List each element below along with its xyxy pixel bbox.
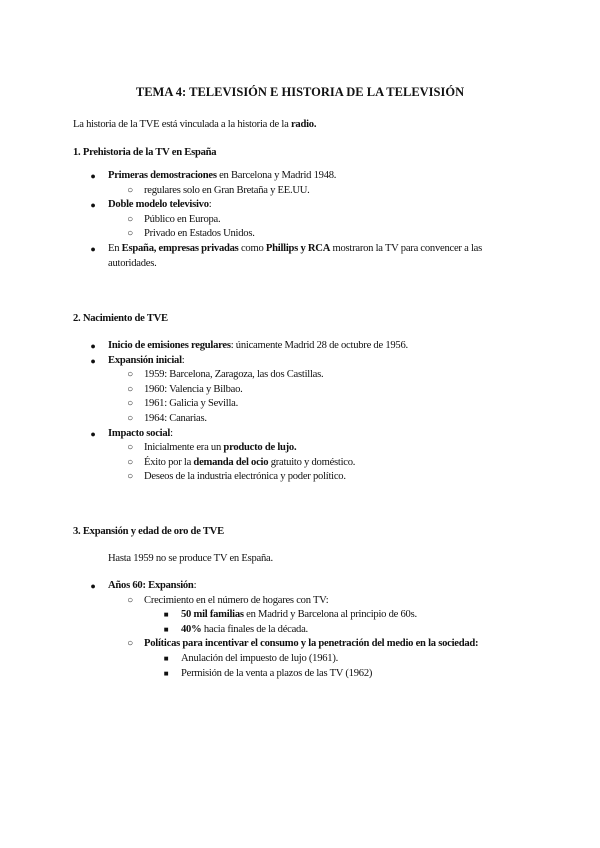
list-item	[0, 470, 600, 485]
bullet-disc-icon: ●	[90, 341, 96, 351]
bullet-circle-icon: ○	[127, 638, 133, 650]
item-bold: Años 60: Expansión	[108, 580, 194, 591]
bullet-circle-icon: ○	[127, 213, 133, 225]
item-text: Éxito por la	[144, 456, 194, 468]
bullet-square-icon: ■	[163, 668, 169, 678]
section-1-list	[0, 169, 600, 271]
intro-paragraph	[73, 119, 316, 130]
item-bold: 40%	[181, 623, 202, 635]
bullet-circle-icon: ○	[127, 184, 133, 196]
item-bold: Expansión inicial	[108, 354, 182, 366]
item-bold: España, empresas privadas	[121, 242, 239, 254]
list-item	[0, 198, 600, 213]
list-item	[0, 637, 600, 652]
bullet-disc-icon: ●	[90, 355, 96, 366]
item-bold: Doble modelo televisivo	[108, 199, 209, 211]
list-item	[0, 383, 600, 398]
item-text: mostraron la TV para convencer a las autoridades.	[108, 242, 482, 269]
item-text: en Madrid y Barcelona al principio de 60s.	[243, 609, 417, 621]
item-bold: 50 mil familias	[181, 609, 244, 621]
item-text: Privado en Estados Unidos.	[144, 228, 255, 240]
item-text: regulares solo en Gran Bretaña y EE.UU.	[144, 184, 310, 196]
bullet-circle-icon: ○	[127, 456, 133, 468]
list-item	[0, 667, 600, 682]
item-text: 1959: Barcelona, Zaragoza, las dos Castillas.	[144, 369, 324, 381]
item-text: :	[208, 199, 212, 211]
section-3-paragraph: Hasta 1959 no se produce TV en España.	[108, 553, 273, 564]
item-bold: Impacto social	[108, 427, 171, 439]
item-text: Deseos de la industria electrónica y poder político.	[144, 471, 346, 483]
item-text: : únicamente Madrid 28 de octubre de 1956.	[230, 340, 408, 351]
item-text: En	[108, 242, 122, 254]
intro-text: La historia de la TVE está vinculada a la historia de la	[73, 119, 291, 130]
bullet-square-icon: ■	[163, 624, 169, 634]
list-item	[0, 354, 600, 369]
list-item	[0, 397, 600, 412]
item-text: en Barcelona y Madrid 1948.	[216, 170, 337, 181]
bullet-circle-icon: ○	[127, 471, 133, 483]
list-item	[0, 213, 600, 228]
bullet-disc-icon: ●	[90, 581, 96, 591]
list-item	[0, 412, 600, 427]
list-item	[0, 227, 600, 242]
item-bold: Políticas para incentivar el consumo y la penetración del medio en la sociedad:	[144, 638, 479, 650]
item-bold: Primeras demostraciones	[108, 170, 217, 181]
list-item	[0, 169, 600, 184]
item-text: 1960: Valencia y Bilbao.	[144, 383, 243, 395]
item-text: Anulación del impuesto de lujo (1961).	[181, 652, 339, 664]
bullet-circle-icon: ○	[127, 398, 133, 410]
bullet-disc-icon: ●	[90, 243, 96, 254]
section-2-list	[0, 339, 600, 485]
list-item	[0, 594, 600, 609]
item-text: como	[238, 242, 266, 254]
bullet-circle-icon: ○	[127, 442, 133, 454]
section-2-heading: 2. Nacimiento de TVE	[73, 313, 168, 324]
bullet-square-icon: ■	[163, 653, 169, 663]
item-text: :	[170, 427, 173, 439]
bullet-circle-icon: ○	[127, 594, 133, 606]
list-item	[0, 427, 600, 442]
list-item	[0, 339, 600, 354]
item-bold: demanda del ocio	[193, 456, 269, 468]
list-item	[0, 184, 600, 199]
item-text: Permisión de la venta a plazos de las TV (1962)	[181, 667, 373, 679]
item-bold: producto de lujo.	[223, 442, 297, 454]
item-text: :	[181, 354, 185, 366]
list-item	[0, 242, 600, 271]
intro-bold: radio.	[290, 119, 317, 130]
bullet-disc-icon: ●	[90, 428, 96, 439]
document-title: TEMA 4: TELEVISIÓN E HISTORIA DE LA TELEVISIÓN	[135, 85, 465, 99]
bullet-circle-icon: ○	[127, 383, 133, 395]
item-text: 1964: Canarias.	[144, 412, 207, 424]
item-text: Público en Europa.	[144, 213, 221, 225]
item-text: Inicialmente era un	[144, 442, 224, 454]
section-3-list	[0, 579, 600, 681]
item-text: hacia finales de la década.	[201, 623, 308, 635]
section-3-heading: 3. Expansión y edad de oro de TVE	[73, 526, 224, 537]
item-bold: Inicio de emisiones regulares	[108, 340, 231, 351]
list-item	[0, 579, 600, 594]
section-1-heading: 1. Prehistoria de la TV en España	[73, 147, 217, 158]
list-item	[0, 652, 600, 667]
item-text: Crecimiento en el número de hogares con TV:	[144, 594, 329, 606]
item-text: :	[193, 580, 197, 591]
bullet-disc-icon: ●	[90, 200, 96, 211]
list-item	[0, 623, 600, 638]
bullet-circle-icon: ○	[127, 412, 133, 424]
item-text: gratuito y doméstico.	[268, 456, 356, 468]
list-item	[0, 608, 600, 623]
bullet-square-icon: ■	[163, 610, 169, 620]
item-bold: Phillips y RCA	[265, 242, 331, 254]
bullet-disc-icon: ●	[90, 171, 96, 181]
list-item	[0, 441, 600, 456]
list-item	[0, 368, 600, 383]
list-item	[0, 456, 600, 471]
bullet-circle-icon: ○	[127, 228, 133, 240]
item-text: 1961: Galicia y Sevilla.	[144, 398, 239, 410]
bullet-circle-icon: ○	[127, 369, 133, 381]
